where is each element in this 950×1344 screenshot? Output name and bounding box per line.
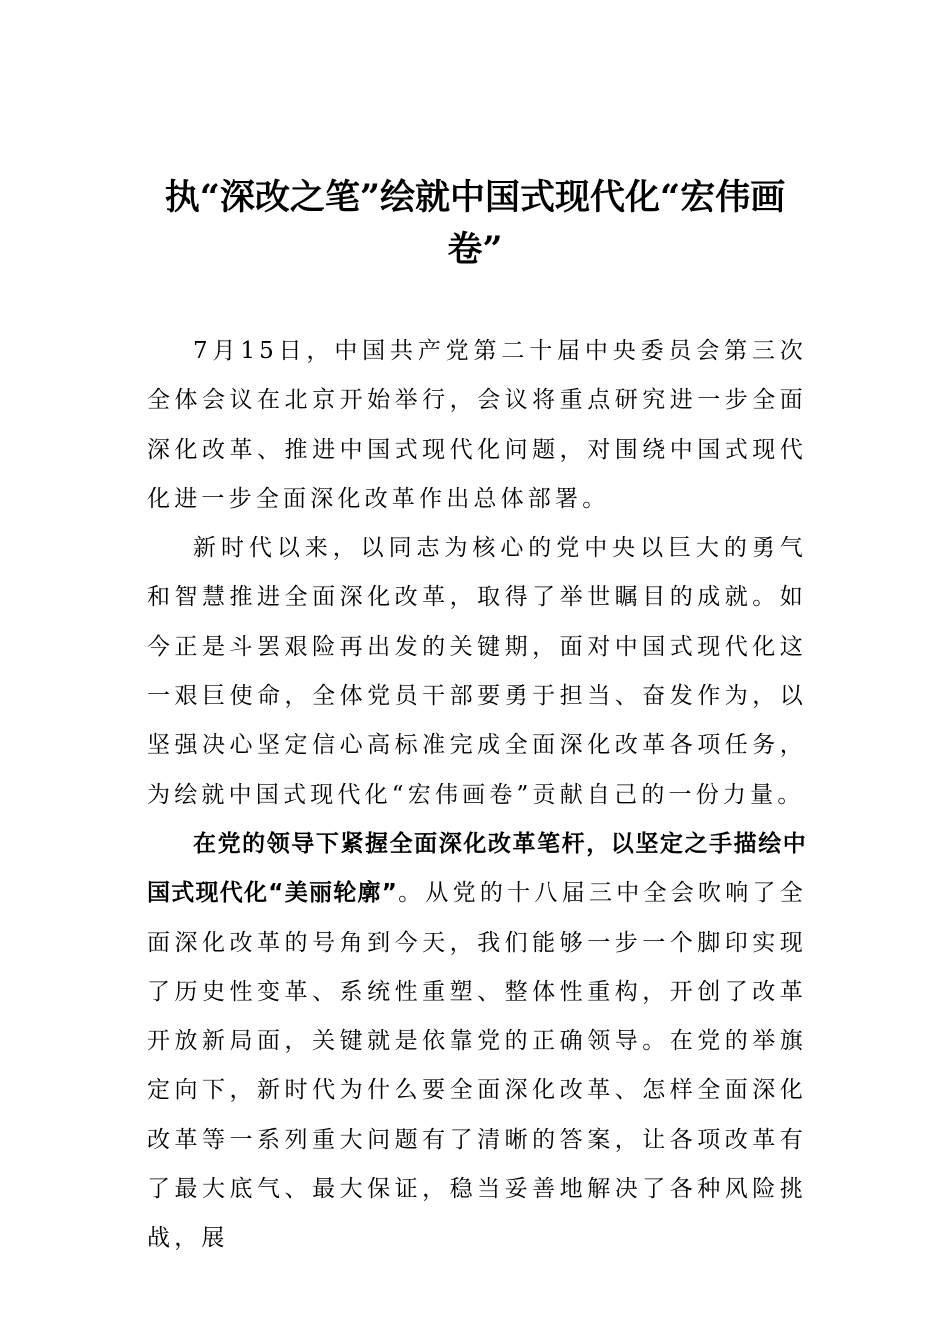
paragraph-2-text: 新时代以来，以同志为核心的党中央以巨大的勇气和智慧推进全面深化改革，取得了举世瞩目的成就。如今正是斗罢艰险再出发的关键期，面对中国式现代化这一艰巨使命，全体党员干部要勇于担当、奋发作为，以坚强决心坚定信心高标准完成全面深化改革各项任务，为绘就中国式现代化“宏伟画卷”贡献自己的一份力量。 xyxy=(147,535,807,808)
paragraph-2 xyxy=(147,524,807,820)
document-title: 执“深改之笔”绘就中国式现代化“宏伟画卷” xyxy=(164,177,786,270)
paragraph-3-text: 。从党的十八届三中全会吹响了全面深化改革的号角到今天，我们能够一步一个脚印实现了历史性变革、系统性重塑、整体性重构，开创了改革开放新局面，关键就是依靠党的正确领导。在党的举旗定向下，新时代为什么要全面深化改革、怎样全面深化改革等一系列重大问题有了清晰的答案，让各项改革有了最大底气、最大保证，稳当妥善地解决了各种风险挑战，展 xyxy=(147,880,807,1252)
paragraph-3-lead-heading: 在党的领导下紧握全面深化改革笔杆，以坚定之手描绘中国式现代化“美丽轮廓” xyxy=(147,830,807,907)
document-body xyxy=(147,327,807,1264)
paragraph-1 xyxy=(147,327,807,524)
paragraph-3 xyxy=(147,820,807,1264)
paragraph-1-text: 7月15日，中国共产党第二十届中央委员会第三次全体会议在北京开始举行，会议将重点研究进一步全面深化改革、推进中国式现代化问题，对围绕中国式现代化进一步全面深化改革作出总体部署。 xyxy=(147,338,807,512)
